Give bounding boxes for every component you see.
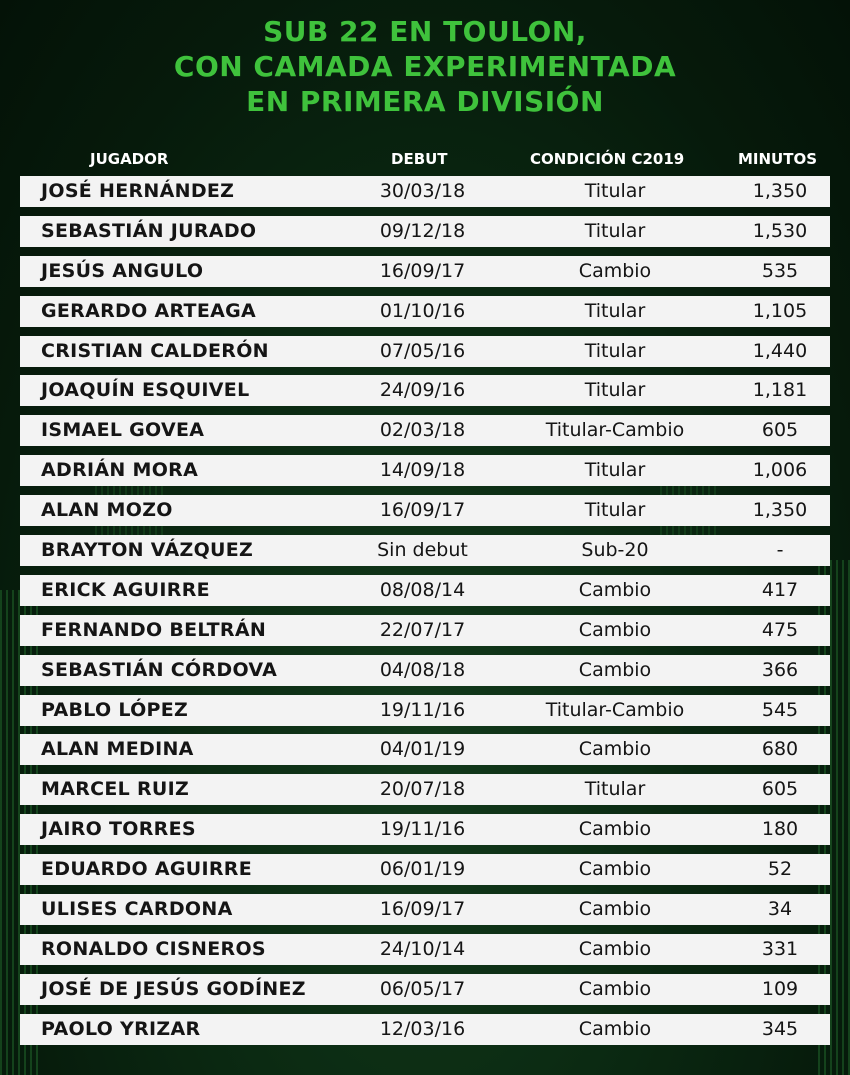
player-name: FERNANDO BELTRÁN bbox=[41, 618, 267, 641]
player-name: ALAN MEDINA bbox=[41, 738, 194, 761]
table-row bbox=[20, 894, 830, 925]
condition: Titular bbox=[584, 339, 646, 362]
player-name: JOAQUÍN ESQUIVEL bbox=[41, 379, 250, 402]
player-name: ERICK AGUIRRE bbox=[41, 578, 210, 601]
player-name: ADRIÁN MORA bbox=[41, 459, 199, 482]
debut-date: 16/09/17 bbox=[379, 499, 466, 522]
condition: Cambio bbox=[578, 618, 652, 641]
debut-date: 04/08/18 bbox=[379, 658, 466, 681]
minutes: 1,350 bbox=[752, 499, 808, 522]
condition: Titular bbox=[584, 459, 646, 482]
minutes: 605 bbox=[761, 778, 799, 801]
debut-date: Sin debut bbox=[377, 539, 468, 562]
minutes: - bbox=[776, 539, 784, 562]
column-header-debut: DEBUT bbox=[391, 150, 448, 168]
table-row bbox=[20, 814, 830, 845]
minutes: 180 bbox=[761, 818, 799, 841]
minutes: 605 bbox=[761, 419, 799, 442]
table-row bbox=[20, 774, 830, 805]
condition: Cambio bbox=[578, 898, 652, 921]
player-name: ALAN MOZO bbox=[41, 499, 173, 522]
minutes: 545 bbox=[761, 698, 799, 721]
column-header-condition: CONDICIÓN C2019 bbox=[530, 150, 685, 168]
condition: Cambio bbox=[578, 738, 652, 761]
condition: Titular-Cambio bbox=[545, 698, 685, 721]
condition: Cambio bbox=[578, 937, 652, 960]
debut-date: 24/10/14 bbox=[379, 937, 466, 960]
debut-date: 19/11/16 bbox=[379, 818, 466, 841]
minutes: 1,350 bbox=[752, 180, 808, 202]
table-row bbox=[20, 375, 830, 406]
condition: Cambio bbox=[578, 977, 652, 1000]
title-line-2: CON CAMADA EXPERIMENTADA bbox=[173, 50, 677, 83]
minutes: 1,181 bbox=[752, 379, 808, 402]
debut-date: 06/01/19 bbox=[379, 858, 466, 881]
table-row bbox=[20, 854, 830, 885]
table-header bbox=[20, 150, 830, 170]
debut-date: 08/08/14 bbox=[379, 578, 466, 601]
table-row bbox=[20, 974, 830, 1005]
table-row bbox=[20, 296, 830, 327]
debut-date: 22/07/17 bbox=[379, 618, 466, 641]
minutes: 1,105 bbox=[752, 299, 808, 322]
minutes: 331 bbox=[761, 937, 799, 960]
condition: Titular bbox=[584, 299, 646, 322]
debut-date: 30/03/18 bbox=[379, 180, 466, 202]
player-name: EDUARDO AGUIRRE bbox=[41, 858, 253, 881]
table-row bbox=[20, 615, 830, 646]
player-name: JOSÉ HERNÁNDEZ bbox=[41, 180, 235, 202]
debut-date: 19/11/16 bbox=[379, 698, 466, 721]
condition: Titular bbox=[584, 379, 646, 402]
player-name: PAOLO YRIZAR bbox=[41, 1017, 201, 1040]
minutes: 345 bbox=[761, 1017, 799, 1040]
debut-date: 02/03/18 bbox=[379, 419, 466, 442]
condition: Titular bbox=[584, 180, 646, 202]
table-row bbox=[20, 216, 830, 247]
table-row bbox=[20, 176, 830, 207]
minutes: 535 bbox=[761, 259, 799, 282]
table-row bbox=[20, 415, 830, 446]
table-row bbox=[20, 655, 830, 686]
column-header-player: JUGADOR bbox=[90, 150, 169, 168]
column-header-minutes: MINUTOS bbox=[738, 150, 818, 168]
minutes: 417 bbox=[761, 578, 799, 601]
table-row bbox=[20, 455, 830, 486]
condition: Titular bbox=[584, 219, 646, 242]
player-name: ISMAEL GOVEA bbox=[41, 419, 205, 442]
condition: Titular bbox=[584, 778, 646, 801]
players-table bbox=[20, 176, 830, 1054]
player-name: RONALDO CISNEROS bbox=[41, 937, 266, 960]
table-row bbox=[20, 495, 830, 526]
table-row bbox=[20, 695, 830, 726]
player-name: SEBASTIÁN CÓRDOVA bbox=[41, 658, 278, 681]
minutes: 52 bbox=[767, 858, 793, 881]
debut-date: 12/03/16 bbox=[379, 1017, 466, 1040]
debut-date: 06/05/17 bbox=[379, 977, 466, 1000]
player-name: ULISES CARDONA bbox=[41, 898, 233, 921]
condition: Titular bbox=[584, 499, 646, 522]
table-row bbox=[20, 336, 830, 367]
minutes: 680 bbox=[761, 738, 799, 761]
table-row bbox=[20, 256, 830, 287]
minutes: 34 bbox=[767, 898, 793, 921]
minutes: 475 bbox=[761, 618, 799, 641]
player-name: MARCEL RUIZ bbox=[41, 778, 190, 801]
debut-date: 04/01/19 bbox=[379, 738, 466, 761]
player-name: JAIRO TORRES bbox=[41, 818, 196, 841]
table-row bbox=[20, 734, 830, 765]
minutes: 1,530 bbox=[752, 219, 808, 242]
debut-date: 16/09/17 bbox=[379, 898, 466, 921]
debut-date: 16/09/17 bbox=[379, 259, 466, 282]
debut-date: 24/09/16 bbox=[379, 379, 466, 402]
page-title bbox=[0, 14, 850, 119]
table-row bbox=[20, 535, 830, 566]
condition: Cambio bbox=[578, 1017, 652, 1040]
debut-date: 07/05/16 bbox=[379, 339, 466, 362]
player-name: CRISTIAN CALDERÓN bbox=[41, 339, 269, 362]
table-row bbox=[20, 575, 830, 606]
condition: Cambio bbox=[578, 259, 652, 282]
minutes: 366 bbox=[761, 658, 799, 681]
player-name: JOSÉ DE JESÚS GODÍNEZ bbox=[41, 977, 306, 1000]
player-name: BRAYTON VÁZQUEZ bbox=[41, 539, 254, 562]
minutes: 1,006 bbox=[752, 459, 808, 482]
title-line-1: SUB 22 EN TOULON, bbox=[263, 15, 587, 48]
condition: Cambio bbox=[578, 578, 652, 601]
debut-date: 14/09/18 bbox=[379, 459, 466, 482]
title-line-3: EN PRIMERA DIVISIÓN bbox=[246, 85, 604, 118]
player-name: SEBASTIÁN JURADO bbox=[41, 219, 257, 242]
minutes: 1,440 bbox=[752, 339, 808, 362]
player-name: GERARDO ARTEAGA bbox=[41, 299, 257, 322]
table-row bbox=[20, 1014, 830, 1045]
condition: Cambio bbox=[578, 658, 652, 681]
condition: Titular-Cambio bbox=[545, 419, 685, 442]
condition: Sub-20 bbox=[581, 539, 649, 562]
player-name: PABLO LÓPEZ bbox=[41, 698, 189, 721]
debut-date: 20/07/18 bbox=[379, 778, 466, 801]
condition: Cambio bbox=[578, 858, 652, 881]
condition: Cambio bbox=[578, 818, 652, 841]
table-row bbox=[20, 934, 830, 965]
debut-date: 01/10/16 bbox=[379, 299, 466, 322]
minutes: 109 bbox=[761, 977, 799, 1000]
debut-date: 09/12/18 bbox=[379, 219, 466, 242]
player-name: JESÚS ANGULO bbox=[41, 259, 204, 282]
